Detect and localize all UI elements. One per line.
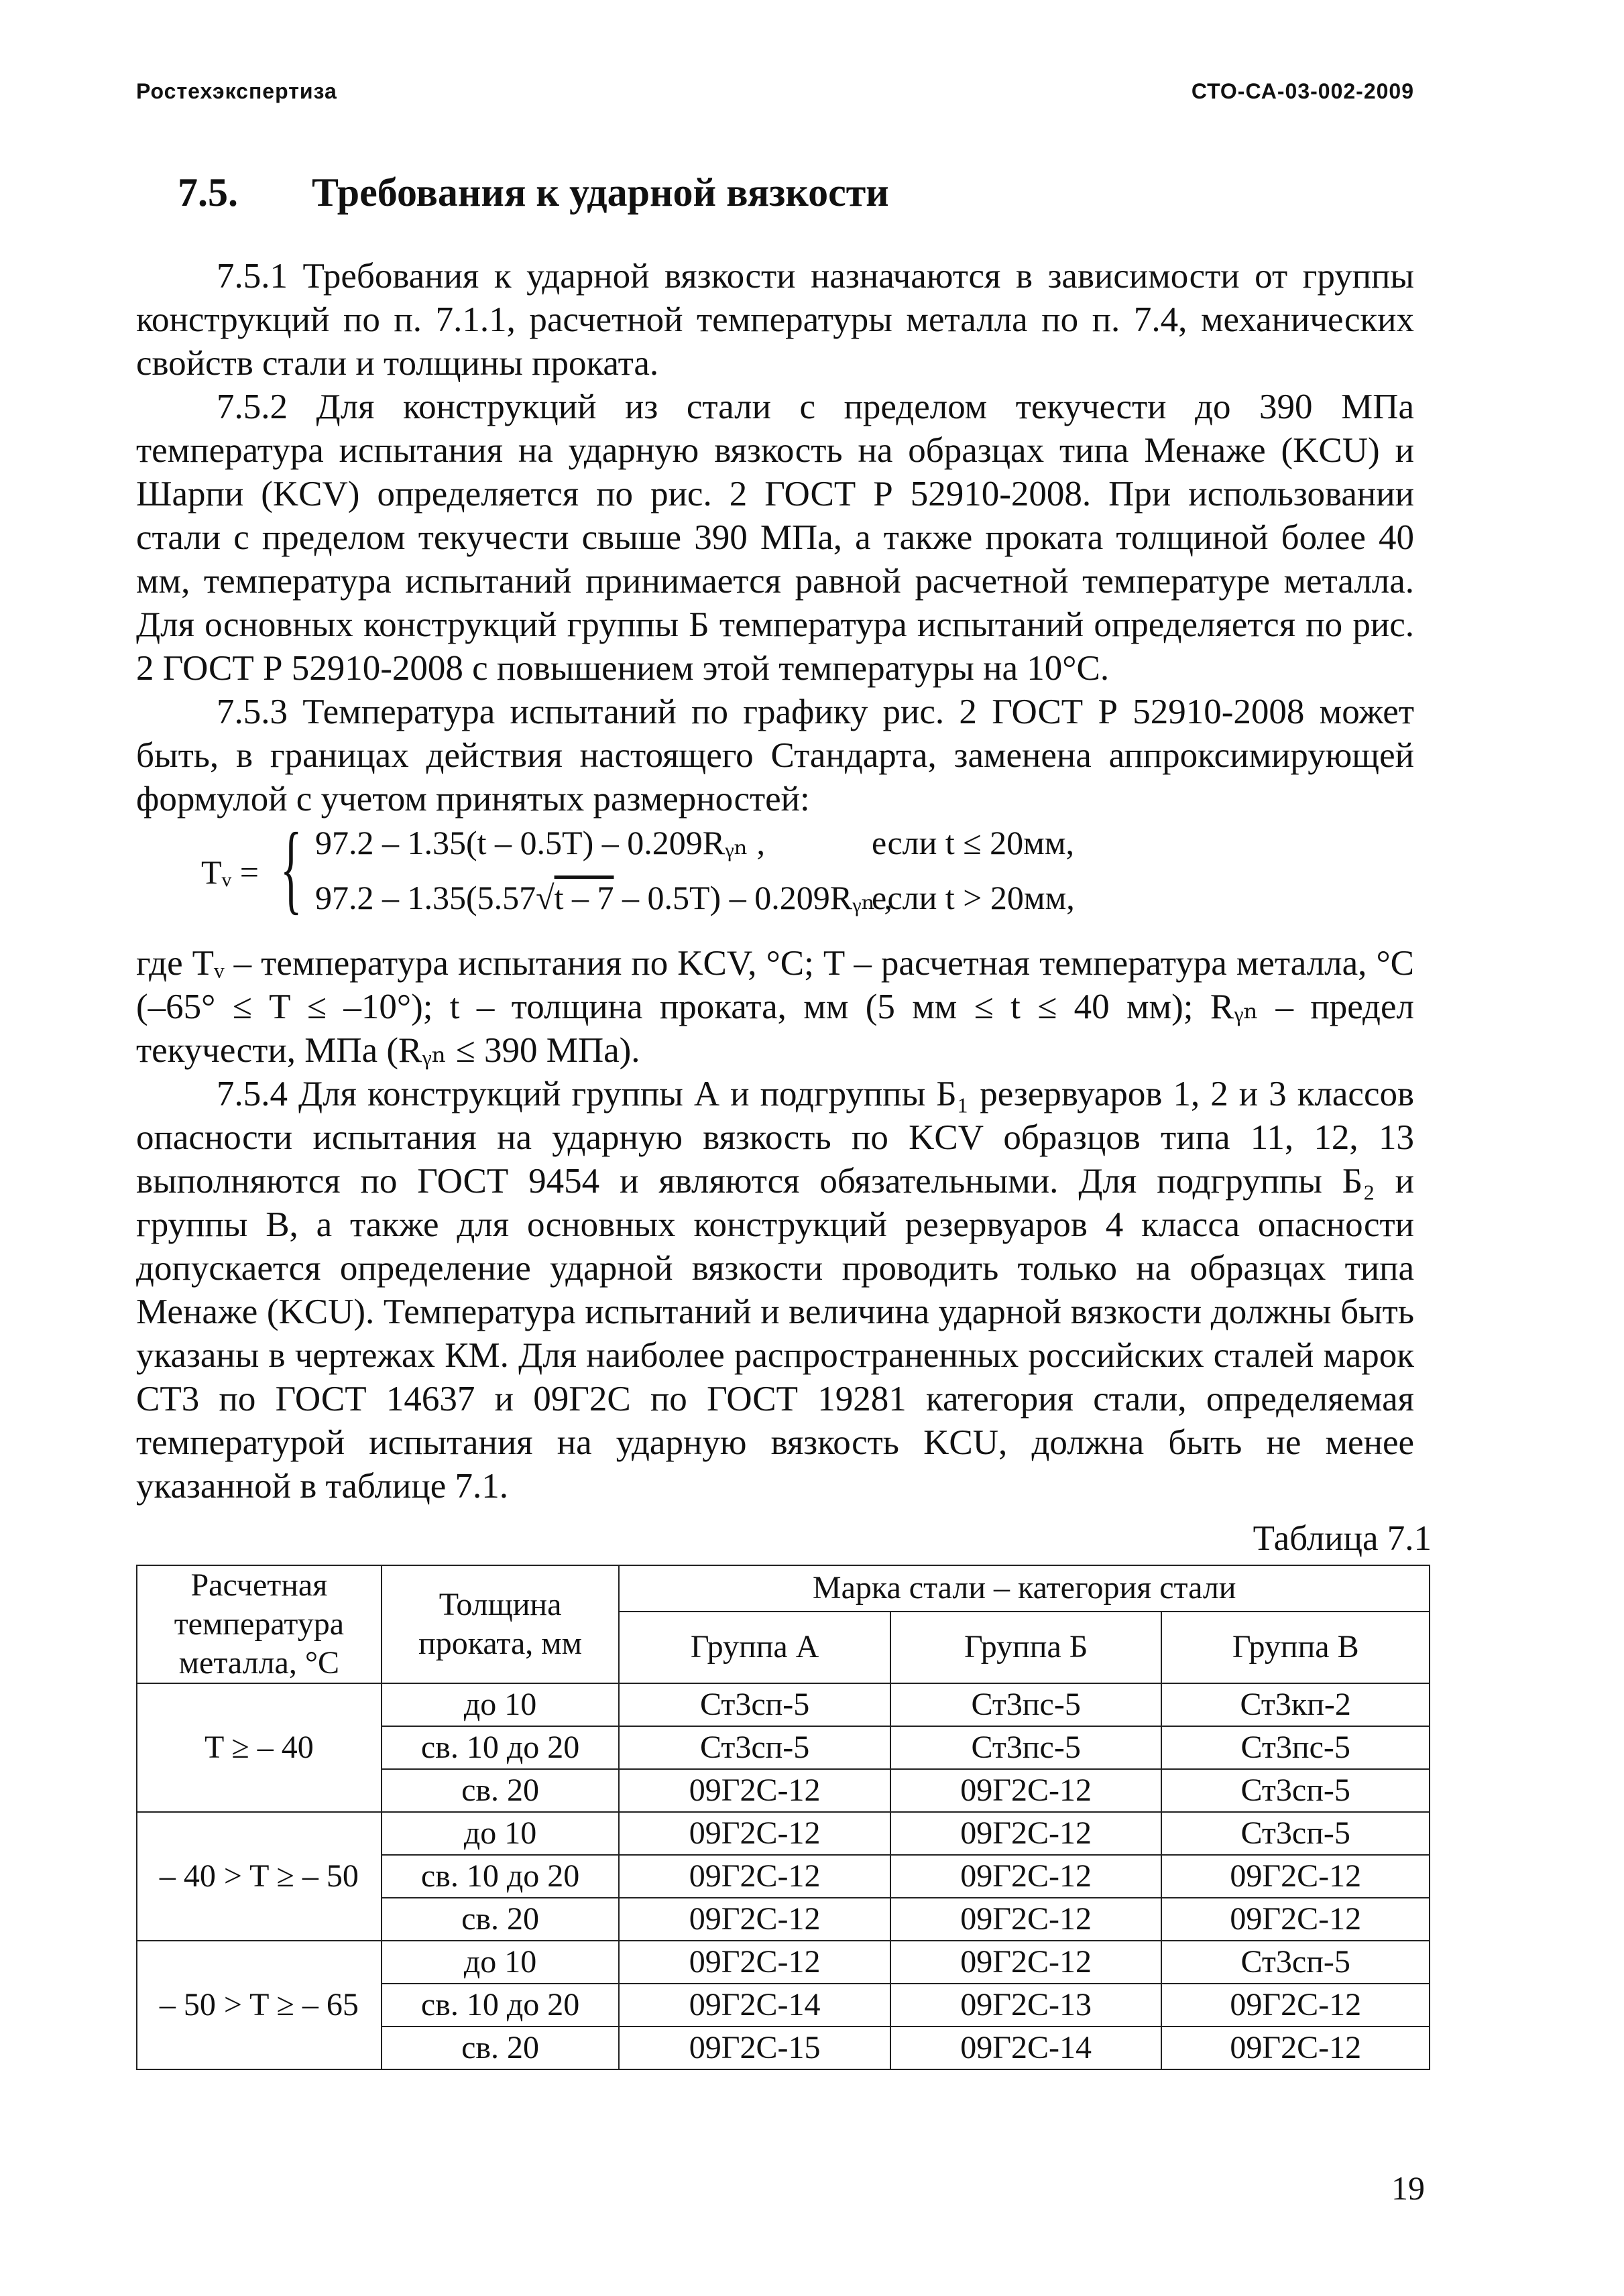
group-b-cell: Ст3пс-5 — [890, 1683, 1162, 1726]
table-caption: Таблица 7.1 — [1253, 1519, 1432, 1558]
group-v-cell: 09Г2С-12 — [1161, 1984, 1430, 2027]
formula-line-1: 97.2 – 1.35(t – 0.5T) – 0.209Rᵧₙ , — [315, 824, 765, 861]
paragraph-text: 7.5.2 Для конструкций из стали с пределом текучести до 390 МПа температура испытания на ударную вязкость на образцах типа Менаже (KCU) и Шарпи (KCV) определяется по рис. 2 ГОСТ Р 52910-2008. При использовании стали с пределом текучести свыше 390 МПа, а также проката толщиной более 40 мм, температура испытаний принимается равной расчетной температуре металла. Для основных конструкций группы Б температура испытаний определяется по рис. 2 ГОСТ Р 52910-2008 с повышением этой температуры на 10°С. — [136, 387, 1414, 688]
temperature-cell: T ≥ – 40 — [137, 1683, 382, 1812]
group-b-cell: 09Г2С-13 — [890, 1984, 1162, 2027]
group-b-cell: 09Г2С-12 — [890, 1769, 1162, 1812]
table-header-row — [137, 1565, 1430, 1612]
group-b-cell: 09Г2С-12 — [890, 1812, 1162, 1855]
header-organization: Ростехэкспертиза — [136, 79, 337, 103]
group-a-cell: Ст3сп-5 — [619, 1683, 890, 1726]
group-b-cell: Ст3пс-5 — [890, 1726, 1162, 1769]
group-a-cell: Ст3сп-5 — [619, 1726, 890, 1769]
formula-line-2 — [315, 878, 892, 917]
formula-condition-1: если t ≤ 20мм, — [872, 824, 1074, 861]
thickness-cell: св. 10 до 20 — [382, 1984, 620, 2027]
group-v-cell: Ст3пс-5 — [1161, 1726, 1430, 1769]
section-heading — [178, 170, 889, 216]
group-a-cell: 09Г2С-12 — [619, 1941, 890, 1984]
header-temperature: Расчетная температура металла, °С — [137, 1565, 382, 1683]
group-v-cell: 09Г2С-12 — [1161, 2027, 1430, 2069]
header-thickness: Толщина проката, мм — [382, 1565, 620, 1683]
group-v-cell: Ст3сп-5 — [1161, 1769, 1430, 1812]
group-v-cell: Ст3сп-5 — [1161, 1941, 1430, 1984]
table-row — [137, 1683, 1430, 1726]
paragraph-text: 7.5.3 Температура испытаний по графику рис. 2 ГОСТ Р 52910-2008 может быть, в границах действия настоящего Стандарта, заменена аппроксимирующей формулой с учетом принятых размерностей: — [136, 692, 1414, 819]
temperature-cell: – 40 > T ≥ – 50 — [137, 1812, 382, 1941]
group-b-cell: 09Г2С-12 — [890, 1855, 1162, 1898]
thickness-cell: св. 10 до 20 — [382, 1855, 620, 1898]
formula-legend — [136, 942, 1414, 1073]
thickness-cell: св. 20 — [382, 1898, 620, 1941]
section-number: 7.5. — [178, 170, 238, 215]
group-a-cell: 09Г2С-12 — [619, 1898, 890, 1941]
steel-grade-table — [136, 1565, 1430, 2070]
thickness-cell: св. 20 — [382, 1769, 620, 1812]
header-group-v: Группа В — [1161, 1612, 1430, 1683]
thickness-cell: до 10 — [382, 1812, 620, 1855]
formula-line-2-end: – 0.5T) – 0.209Rᵧₙ , — [614, 879, 892, 916]
header-document-code: СТО-СА-03-002-2009 — [1191, 79, 1414, 103]
thickness-cell: до 10 — [382, 1941, 620, 1984]
table-row — [137, 1812, 1430, 1855]
group-b-cell: 09Г2С-14 — [890, 2027, 1162, 2069]
group-a-cell: 09Г2С-15 — [619, 2027, 890, 2069]
group-v-cell: Ст3сп-5 — [1161, 1812, 1430, 1855]
group-a-cell: 09Г2С-12 — [619, 1812, 890, 1855]
paragraph-text: где Tᵥ – температура испытания по KCV, °С; T – расчетная температура металла, °С (–65° ≤ T ≤ –10°); t – толщина проката, мм (5 мм ≤ t ≤ 40 мм); Rᵧₙ – предел текучести, МПа (Rᵧₙ ≤ 390 МПа). — [136, 944, 1414, 1070]
paragraph-text: 7.5.4 Для конструкций группы А и подгруппы Б₁ резервуаров 1, 2 и 3 классов опасности испытания на ударную вязкость по KCV образцов типа 11, 12, 13 выполняются по ГОСТ 9454 и являются обязательными. Для подгруппы Б₂ и группы В, а также для основных конструкций резервуаров 4 класса опасности допускается определение ударной вязкости проводить только на образцах типа Менаже (KCU). Температура испытаний и величина ударной вязкости должны быть указаны в чертежах КМ. Для наиболее распространенных российских сталей марок СТ3 по ГОСТ 14637 и 09Г2С по ГОСТ 19281 категория стали, определяемая температурой испытания на ударную вязкость KCU, должна быть не менее указанной в таблице 7.1. — [136, 1075, 1414, 1506]
paragraph-7-5-2 — [136, 385, 1414, 690]
formula-radicand: t – 7 — [554, 879, 614, 916]
group-a-cell: 09Г2С-12 — [619, 1855, 890, 1898]
table-row — [137, 1941, 1430, 1984]
group-a-cell: 09Г2С-14 — [619, 1984, 890, 2027]
section-title: Требования к ударной вязкости — [312, 170, 889, 215]
group-a-cell: 09Г2С-12 — [619, 1769, 890, 1812]
header-group-a: Группа А — [619, 1612, 890, 1683]
paragraph-text: 7.5.1 Требования к ударной вязкости назначаются в зависимости от группы конструкций по п. 7.1.1, расчетной температуры металла по п. 7.4, механических свойств стали и толщины проката. — [136, 257, 1414, 383]
header-group-b: Группа Б — [890, 1612, 1162, 1683]
page-number: 19 — [1391, 2169, 1425, 2207]
thickness-cell: св. 20 — [382, 2027, 620, 2069]
approximation-formula — [201, 812, 1140, 933]
group-v-cell: 09Г2С-12 — [1161, 1855, 1430, 1898]
formula-brace: { — [280, 812, 302, 924]
formula-lhs: Tᵥ = — [201, 853, 259, 891]
thickness-cell: до 10 — [382, 1683, 620, 1726]
formula-condition-2: если t > 20мм, — [872, 879, 1075, 916]
group-b-cell: 09Г2С-12 — [890, 1941, 1162, 1984]
header-steel-grade: Марка стали – категория стали — [619, 1565, 1430, 1612]
paragraph-7-5-4 — [136, 1073, 1414, 1508]
group-b-cell: 09Г2С-12 — [890, 1898, 1162, 1941]
thickness-cell: св. 10 до 20 — [382, 1726, 620, 1769]
paragraph-7-5-1 — [136, 255, 1414, 385]
group-v-cell: Ст3кп-2 — [1161, 1683, 1430, 1726]
temperature-cell: – 50 > T ≥ – 65 — [137, 1941, 382, 2069]
formula-line-2-start: 97.2 – 1.35(5.57√ — [315, 879, 555, 916]
group-v-cell: 09Г2С-12 — [1161, 1898, 1430, 1941]
paragraph-7-5-3 — [136, 690, 1414, 821]
